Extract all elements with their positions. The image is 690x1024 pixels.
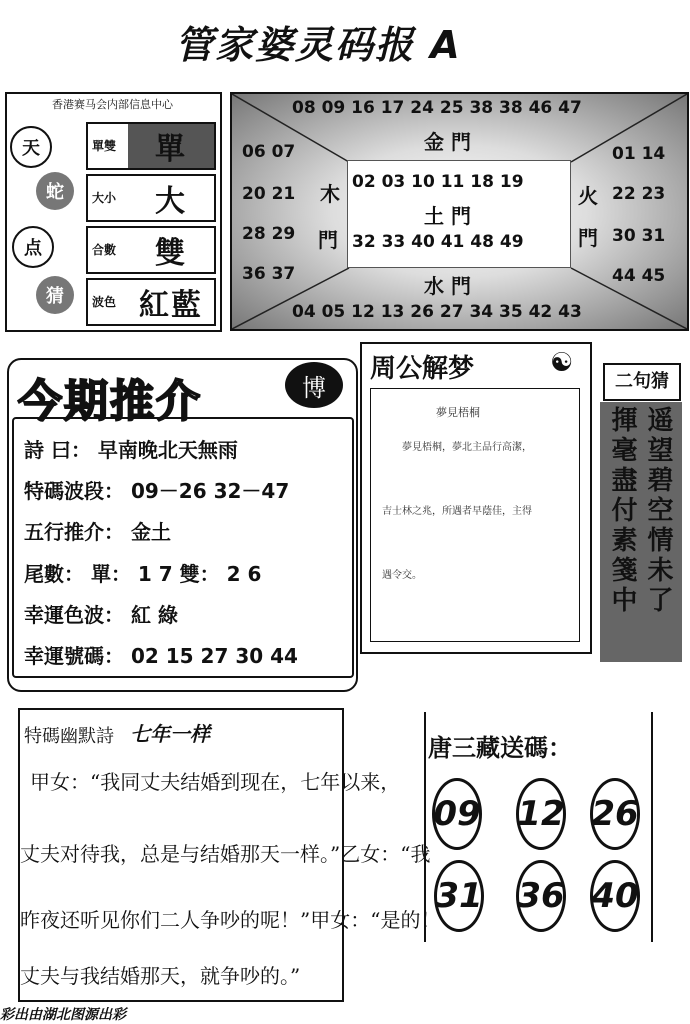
circle-char: 蛇: [36, 172, 74, 210]
joke-line: 甲女：“我同丈夫结婚到现在，七年以来，: [30, 770, 401, 794]
tang-title: 唐三藏送碼：: [428, 734, 572, 762]
recommend-line: 幸運色波： 紅 綠: [24, 603, 178, 627]
lucky-number-ball: 09: [432, 778, 482, 850]
door-right-number: 30 31: [612, 226, 666, 246]
dream-heading: 夢見梧桐: [436, 406, 480, 419]
center-bottom-numbers: 32 33 40 41 48 49: [352, 232, 524, 252]
recommend-logo: 博: [285, 362, 343, 408]
fire-door-label: 火: [578, 184, 598, 208]
joke-line: 丈夫与我结婚那天，就争吵的。”: [20, 964, 301, 988]
dream-line: 吉士林之兆，所遇者早蔭佳，主得: [382, 506, 532, 517]
door-right-number: 01 14: [612, 144, 666, 164]
recommend-line: 尾數： 單： 1 7 雙： 2 6: [24, 562, 262, 586]
circle-char: 猜: [36, 276, 74, 314]
center-top-numbers: 02 03 10 11 18 19: [352, 172, 524, 192]
verse-line: 揮毫盡付素箋中: [607, 406, 637, 616]
earth-door-label: 土 門: [424, 204, 471, 228]
fire-door-label: 門: [578, 226, 598, 250]
attr-label: 波色: [92, 295, 117, 309]
attr-label: 單雙: [92, 139, 117, 153]
joke-line: 昨夜还听见你们二人争吵的呢！”甲女：“是的！: [20, 908, 441, 932]
lucky-number-ball: 31: [434, 860, 484, 932]
attr-row-color: [86, 278, 216, 326]
attr-label: 大小: [92, 191, 117, 205]
wood-door-label: 木: [320, 182, 340, 206]
recommend-line: 特碼波段： 09－26 32－47: [24, 479, 290, 503]
door-left-number: 20 21: [242, 184, 296, 204]
dream-title: 周公解梦: [370, 354, 475, 384]
attr-value: 紅藍: [139, 288, 203, 323]
joke-title: 七年一样: [130, 722, 210, 746]
recommend-line: 詩 曰： 早南晚北天無雨: [24, 438, 238, 462]
door-right-number: 22 23: [612, 184, 666, 204]
water-door-label: 水 門: [424, 274, 471, 298]
recommend-line: 幸運號碼： 02 15 27 30 44: [24, 644, 298, 668]
dream-line: 夢見梧桐，夢北主品行高潔，: [402, 442, 532, 453]
lucky-number-ball: 36: [516, 860, 566, 932]
recommend-title: 今期推介: [18, 376, 202, 427]
attr-row-sum: [86, 226, 216, 274]
panel-header: 香港赛马会内部信息中心: [52, 98, 173, 111]
verse-line: 遥望碧空情未了: [643, 406, 673, 616]
attr-label: 合數: [92, 243, 117, 257]
door-right-number: 44 45: [612, 266, 666, 286]
door-left-number: 06 07: [242, 142, 296, 162]
attr-value: 大: [155, 184, 187, 219]
attr-value: 單: [128, 124, 214, 168]
joke-line: 丈夫对待我，总是与结婚那天一样。”乙女：“我: [20, 842, 431, 866]
recommend-line: 五行推介： 金土: [24, 520, 171, 544]
gold-door-label: 金 門: [424, 130, 471, 154]
circle-char: 天: [10, 126, 52, 168]
door-top-numbers: 08 09 16 17 24 25 38 38 46 47: [292, 98, 582, 118]
fortune-teller-icon: ☯: [550, 348, 574, 378]
attr-row-odd-even: [86, 122, 216, 170]
lucky-number-ball: 26: [590, 778, 640, 850]
attr-value: 雙: [155, 236, 187, 271]
page-title: 管家婆灵码报 A: [175, 23, 462, 67]
door-left-number: 36 37: [242, 264, 296, 284]
lucky-number-ball: 12: [516, 778, 566, 850]
lucky-number-ball: 40: [590, 860, 640, 932]
footer-text: 彩出由湖北图源出彩: [0, 1007, 126, 1023]
attr-row-big-small: [86, 174, 216, 222]
door-bottom-numbers: 04 05 12 13 26 27 34 35 42 43: [292, 302, 582, 322]
joke-label: 特碼幽默詩: [24, 726, 114, 747]
verse-label: 二句猜: [603, 363, 681, 401]
circle-char: 点: [12, 226, 54, 268]
door-left-number: 28 29: [242, 224, 296, 244]
dream-line: 遇令交。: [382, 570, 422, 581]
wood-door-label: 門: [318, 228, 338, 252]
